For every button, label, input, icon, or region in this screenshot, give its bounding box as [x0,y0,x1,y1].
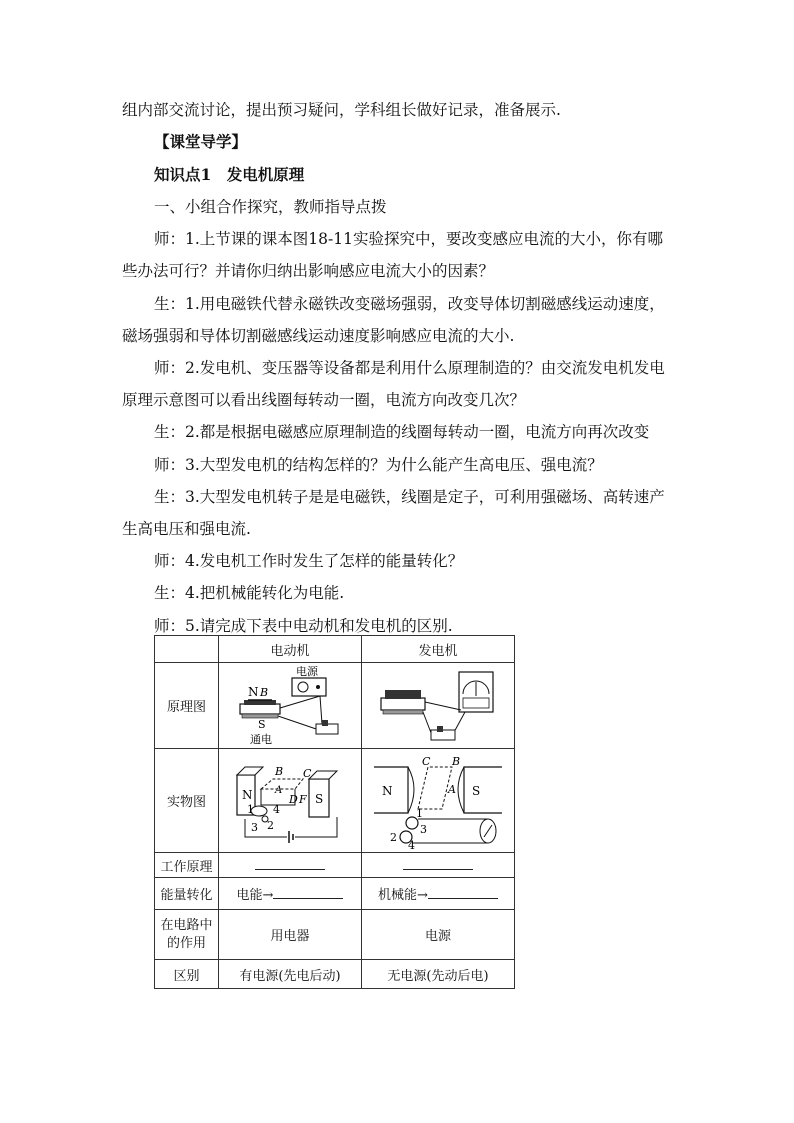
text-line-6: 些办法可行？并请你归纳出影响感应电流大小的因素？ [122,262,495,280]
text-line-9: 师：2.发电机、变压器等设备都是利用什么原理制造的？由交流发电机发电 [154,359,665,377]
motor-role: 用电器 [219,910,362,960]
motor-energy-cell[interactable] [219,878,362,910]
text-line-12: 师：3.大型发电机的结构怎样的？为什么能产生高电压、强电流？ [154,456,603,474]
motor-photo-a: A [275,784,283,796]
text-line-16: 生：4.把机械能转化为电能. [154,584,345,602]
text-line-7: 生：1.用电磁铁代替永磁铁改变磁场强弱，改变导体切割磁感线运动速度， [154,295,665,313]
text-line-10: 原理示意图可以看出线圈每转动一圈，电流方向改变几次？ [122,391,526,409]
motor-principle-cell [219,663,362,749]
text-line-17: 师：5.请完成下表中电动机和发电机的区别. [154,617,453,635]
motor-photo-d: D [289,792,298,806]
motor-energy-prefix: 电能→ [236,888,274,903]
row-difference [155,960,515,989]
row-principle [155,663,515,749]
motor-photo-f: F [299,792,307,806]
motor-photo-n: N [242,787,253,802]
motor-photo-1: 1 [247,802,254,816]
text-line-5: 师：1.上节课的课本图18-11实验探究中，要改变感应电流的大小，你有哪 [154,230,663,248]
knowledge-point-heading: 知识点1 发电机原理 [154,165,305,184]
row-energy [155,878,515,910]
motor-photo-c: C [303,766,312,780]
header-motor: 电动机 [219,636,362,663]
motor-photo-diagram [225,753,355,849]
generator-photo-a: A [448,782,456,796]
motor-principle-power-label: 通电 [250,732,272,746]
text-line-11: 生：2.都是根据电磁感应原理制造的线圈每转动一圈，电流方向再次改变 [154,423,650,441]
generator-photo-s: S [472,783,481,798]
row-working-principle [155,853,515,878]
motor-principle-source-label: 电源 [296,665,318,678]
text-line-4: 一、小组合作探究，教师指导点拨 [154,198,387,216]
text-line-14: 生高电压和强电流. [122,520,251,538]
motor-photo-3: 3 [251,820,258,834]
generator-photo-3: 3 [420,822,427,836]
header-generator: 发电机 [362,636,515,663]
header-empty [155,636,219,663]
text-line-8: 磁场强弱和导体切割磁感线运动速度影响感应电流的大小. [122,327,515,345]
motor-working-blank[interactable] [219,853,362,878]
generator-photo-2: 2 [390,830,397,844]
text-line-15: 师：4.发电机工作时发生了怎样的能量转化？ [154,552,464,570]
generator-role: 电源 [362,910,515,960]
generator-principle-cell [362,663,515,749]
generator-energy-cell[interactable] [362,878,515,910]
motor-photo-s: S [315,791,324,806]
section-heading-classroom-guide: 【课堂导学】 [154,132,248,151]
motor-principle-b-label: B [260,685,269,699]
generator-photo-b: B [452,754,461,768]
row-role [155,910,515,960]
label-photo: 实物图 [155,749,219,853]
motor-principle-diagram [230,666,350,746]
generator-photo-1: 1 [416,806,423,820]
label-energy: 能量转化 [155,878,219,910]
generator-difference: 无电源(先动后电) [362,960,515,989]
label-principle: 原理图 [155,663,219,749]
motor-photo-b: B [275,764,284,778]
motor-difference: 有电源(先电后动) [219,960,362,989]
generator-energy-prefix: 机械能→ [378,888,428,903]
generator-principle-diagram [373,666,503,746]
motor-photo-2: 2 [267,818,274,832]
label-difference: 区别 [155,960,219,989]
generator-photo-diagram [368,753,508,849]
motor-principle-s-label: S [258,717,266,731]
generator-working-blank[interactable] [362,853,515,878]
generator-photo-cell [362,749,515,853]
motor-photo-4: 4 [273,802,280,816]
text-line-13: 生：3.大型发电机转子是是电磁铁，线圈是定子，可利用强磁场、高转速产 [154,488,665,506]
table-header-row [155,636,515,663]
motor-generator-comparison-table [154,635,515,989]
generator-photo-c: C [422,754,431,768]
motor-principle-n-label: N [248,684,259,699]
generator-photo-4: 4 [408,838,415,849]
row-photo [155,749,515,853]
generator-photo-n: N [382,783,393,798]
text-line-1: 组内部交流讨论，提出预习疑问，学科组长做好记录，准备展示. [122,101,561,119]
label-working-principle: 工作原理 [155,853,219,878]
label-role: 在电路中的作用 [155,910,219,960]
motor-photo-cell [219,749,362,853]
